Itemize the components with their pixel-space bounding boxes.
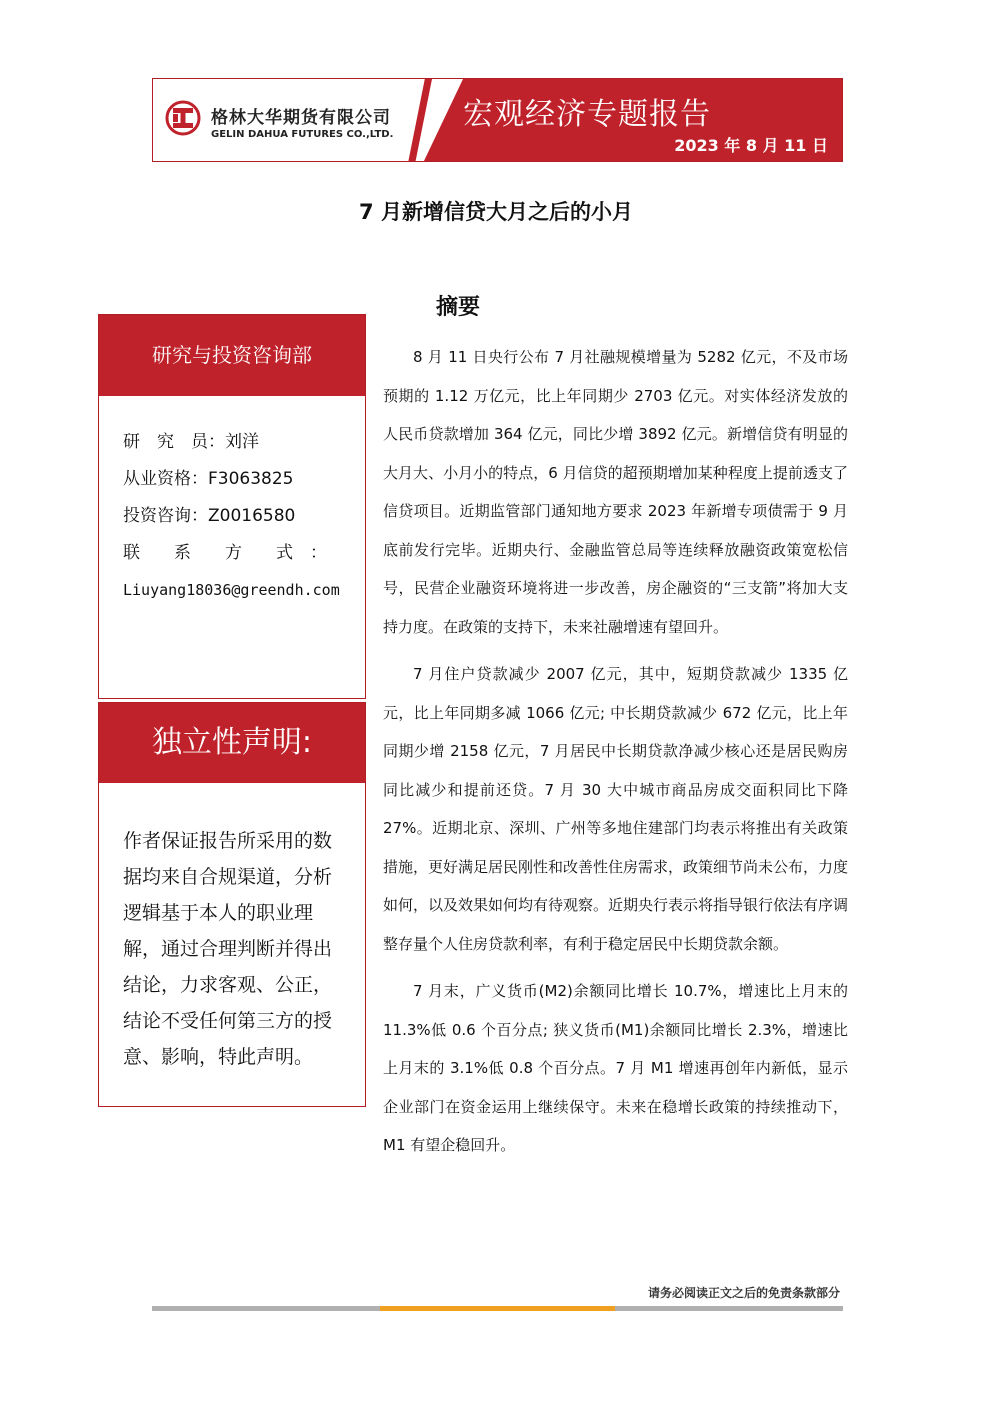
department-title: 研究与投资咨询部 <box>99 315 365 396</box>
advisory-line: 投资咨询：Z0016580 <box>123 506 296 526</box>
contact-label: 联 系 方 式 ： <box>123 543 327 563</box>
statement-title: 独立性声明: <box>99 703 365 783</box>
company-name-cn: 格林大华期货有限公司 <box>211 108 391 128</box>
contact-info <box>99 396 365 609</box>
footer-bar-gray-right <box>615 1306 843 1311</box>
header-divider <box>408 79 432 162</box>
document-title: 7 月新增信贷大月之后的小月 <box>359 200 633 224</box>
paragraph: 7 月末，广义货币(M2)余额同比增长 10.7%，增速比上月末的 11.3%低 0.6 个百分点; 狭义货币(M1)余额同比增长 2.3%，增速比上月末的 3.1%低 0.8 个百分点。7 月 M1 增速再创年内新低，显示企业部门在资金运用上继续保守。未来在稳增长政策的持续推动下，M1 有望企稳回升。 <box>383 982 848 1154</box>
report-type: 宏观经济专题报告 <box>463 97 711 132</box>
footer-bar-orange <box>380 1306 615 1311</box>
email-link[interactable]: Liuyang18036@greendh.com <box>123 581 340 599</box>
report-date: 2023 年 8 月 11 日 <box>674 136 828 155</box>
company-name-en: GELIN DAHUA FUTURES CO.,LTD. <box>211 129 394 140</box>
report-header <box>152 78 843 162</box>
qualification-line: 从业资格：F3063825 <box>123 469 294 489</box>
abstract-body <box>383 338 848 1174</box>
footer-bar-gray-left <box>152 1306 380 1311</box>
researcher-line: 研 究 员：刘洋 <box>123 432 259 452</box>
disclaimer-note: 请务必阅读正文之后的免责条款部分 <box>647 1286 840 1300</box>
statement-text: 作者保证报告所采用的数据均来自合规渠道，分析逻辑基于本人的职业理解，通过合理判断并得出结论，力求客观、公正，结论不受任何第三方的授意、影响，特此声明。 <box>123 830 333 1068</box>
paragraph: 8 月 11 日央行公布 7 月社融规模增量为 5282 亿元，不及市场预期的 1.12 万亿元，比上年同期少 2703 亿元。对实体经济发放的人民币贷款增加 364 亿元，同比少增 3892 亿元。新增信贷有明显的大月大、小月小的特点，6 月信贷的超预期增加某种程度上提前透支了信贷项目。近期监管部门通知地方要求 2023 年新增专项债需于 9 月底前发行完毕。近期央行、金融监管总局等连续释放融资政策宽松信号，民营企业融资环境将进一步改善，房企融资的“三支箭”将加大支持力度。在政策的支持下，未来社融增速有望回升。 <box>383 348 848 636</box>
paragraph: 7 月住户贷款减少 2007 亿元，其中，短期贷款减少 1335 亿元，比上年同期多减 1066 亿元; 中长期贷款减少 672 亿元，比上年同期少增 2158 亿元，7 月居民中长期贷款净减少核心还是居民购房同比减少和提前还贷。7 月 30 大中城市商品房成交面积同比下降 27%。近期北京、深圳、广州等多地住建部门均表示将推出有关政策措施，更好满足居民刚性和改善性住房需求，政策细节尚未公布，力度如何，以及效果如何均有待观察。近期央行表示将指导银行依法有序调整存量个人住房贷款利率，有利于稳定居民中长期贷款余额。 <box>383 665 849 953</box>
independence-box <box>98 702 366 1107</box>
abstract-heading: 摘要 <box>436 295 481 320</box>
company-logo-icon <box>165 100 201 136</box>
department-box <box>98 314 366 699</box>
footer-bar <box>152 1306 843 1311</box>
